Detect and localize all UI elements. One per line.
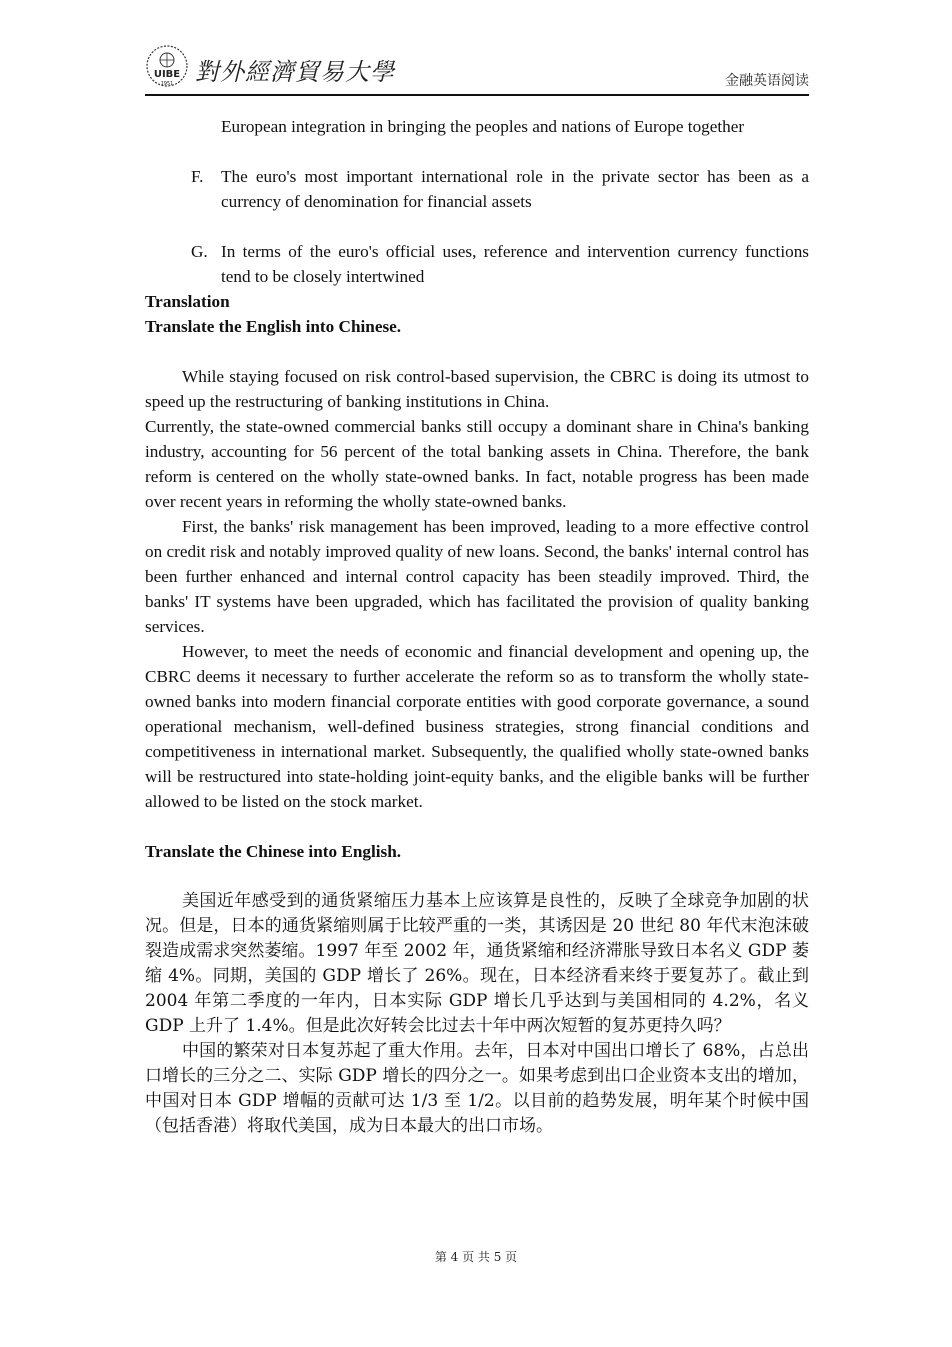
option-g-label: G. bbox=[191, 242, 208, 261]
page-header bbox=[145, 40, 809, 96]
en-paragraph-4: However, to meet the needs of economic and financial development and opening up, the CBRC deems it necessary to further accelerate the reform so as to transform the wholly state-owned banks into modern financial corporate entities with good corporate governance, a sound operational mechanism, well-defined business strategies, strong financial conditions and competitiveness in international market. Subsequently, the qualified wholly state-owned banks will be restructured into state-holding joint-equity banks, and the eligible banks will be further allowed to be listed on the stock market. bbox=[145, 642, 809, 811]
option-g-text: In terms of the euro's official uses, reference and intervention currency functions tend to be closely intertwined bbox=[221, 242, 809, 286]
option-e-continued: European integration in bringing the peoples and nations of Europe together bbox=[221, 117, 745, 136]
option-f-label: F. bbox=[191, 167, 204, 186]
page-body bbox=[145, 114, 809, 1139]
university-logo bbox=[145, 44, 189, 88]
option-g bbox=[145, 239, 809, 289]
university-name: 對外經濟貿易大學 bbox=[195, 58, 395, 86]
logo-text: UIBE bbox=[153, 69, 181, 80]
cn-paragraph-2: 中国的繁荣对日本复苏起了重大作用。去年，日本对中国出口增长了 68%，占总出口增长的三分之二、实际 GDP 增长的四分之一。如果考虑到出口企业资本支出的增加，中国对日本 GDP 增幅的贡献可达 1/3 至 1/2。以目前的趋势发展，明年某个时候中国（包括香港）将取代美国，成为日本最大的出口市场。 bbox=[145, 1041, 809, 1136]
translation-heading: Translation bbox=[145, 292, 230, 311]
en-paragraph-2: Currently, the state-owned commercial banks still occupy a dominant share in China's banking industry, accounting for 56 percent of the total banking assets in China. Therefore, the bank reform is centered on the wholly state-owned banks. In fact, notable progress has been made over recent years in reforming the wholly state-owned banks. bbox=[145, 417, 809, 511]
logo-year: 1951 bbox=[160, 81, 174, 87]
course-title: 金融英语阅读 bbox=[725, 73, 809, 89]
en-to-cn-heading: Translate the English into Chinese. bbox=[145, 317, 402, 336]
en-paragraph-3: First, the banks' risk management has been improved, leading to a more effective control on credit risk and notably improved quality of new loans. Second, the banks' internal control has been further enhanced and internal control capacity has been steadily improved. Third, the banks' IT systems have been upgraded, which has facilitated the provision of quality banking services. bbox=[145, 517, 809, 636]
page-number: 第 4 页 共 5 页 bbox=[434, 1250, 518, 1264]
cn-to-en-heading: Translate the Chinese into English. bbox=[145, 842, 402, 861]
option-f-text: The euro's most important international role in the private sector has been as a currency of denomination for financial assets bbox=[221, 167, 809, 211]
option-f bbox=[145, 164, 809, 214]
en-paragraph-1: While staying focused on risk control-based supervision, the CBRC is doing its utmost to speed up the restructuring of banking institutions in China. bbox=[145, 367, 809, 411]
cn-paragraph-1: 美国近年感受到的通货紧缩压力基本上应该算是良性的，反映了全球竞争加剧的状况。但是，日本的通货紧缩则属于比较严重的一类，其诱因是 20 世纪 80 年代末泡沫破裂造成需求突然萎缩。1997 年至 2002 年，通货紧缩和经济滞胀导致日本名义 GDP 萎缩 4%。同期，美国的 GDP 增长了 26%。现在，日本经济看来终于要复苏了。截止到 2004 年第二季度的一年内，日本实际 GDP 增长几乎达到与美国相同的 4.2%，名义 GDP 上升了 1.4%。但是此次好转会比过去十年中两次短暂的复苏更持久吗？ bbox=[145, 891, 809, 1036]
